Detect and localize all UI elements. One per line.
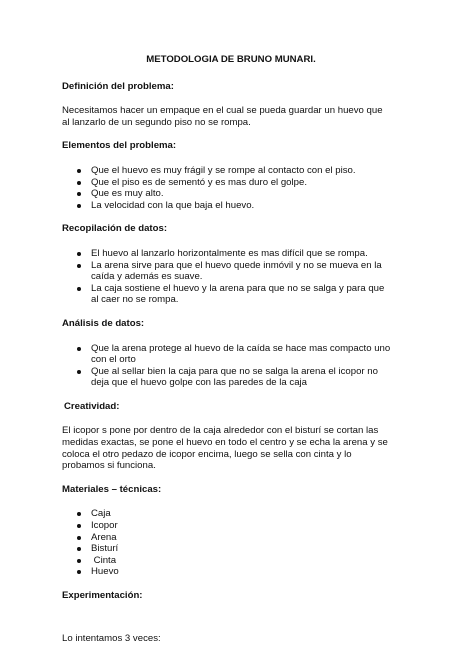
list-item-text: Que el piso es de sementó y es mas duro el golpe. (91, 176, 307, 188)
list-item-text: La caja sostiene el huevo y la arena para que no se salga y para que al caer no se rompa. (91, 282, 385, 306)
bullet-icon (77, 536, 81, 540)
list-item-text: Arena (91, 531, 117, 543)
bullet-icon (77, 169, 81, 173)
list-item-text: Cinta (91, 554, 117, 566)
list-item (62, 366, 392, 389)
list-item (62, 508, 392, 520)
paragraph-creatividad: El icopor s pone por dentro de la caja alrededor con el bisturí se cortan las medidas exactas, se pone el huevo en todo el centro y se echa la arena y se coloca el otro pedazo de icopor encima, luego se sella con cinta y lo probamos si funciona. (62, 425, 388, 472)
heading-definicion: Definición del problema: (62, 80, 174, 92)
bullet-icon (77, 370, 81, 374)
list-item-text: Bisturí (91, 543, 119, 555)
bullet-icon (77, 204, 81, 208)
list-item (62, 248, 392, 260)
bullet-icon (77, 559, 81, 563)
bullet-icon (77, 512, 81, 516)
bullet-icon (77, 524, 81, 528)
spacer (62, 615, 392, 633)
paragraph-definicion: Necesitamos hacer un empaque en el cual se pueda guardar un huevo que al lanzarlo de un segundo piso no se rompa. (62, 105, 383, 128)
list-item-text: La velocidad con la que baja el huevo. (91, 199, 255, 211)
heading-materiales: Materiales – técnicas: (62, 483, 162, 495)
list-item (62, 165, 392, 177)
list-item (62, 555, 392, 567)
heading-recopilacion: Recopilación de datos: (62, 223, 168, 235)
list-item-text: Que el huevo es muy frágil y se rompe al contacto con el piso. (91, 164, 356, 176)
list-item-text: Icopor (91, 520, 118, 532)
bullet-icon (77, 192, 81, 196)
heading-experimentacion: Experimentación: (62, 590, 143, 601)
list-materiales (62, 508, 392, 578)
bullet-icon (77, 181, 81, 185)
list-item (62, 566, 392, 578)
list-item-text: La arena sirve para que el huevo quede inmóvil y no se mueva en la caída y además es suave. (91, 259, 382, 283)
bullet-icon (77, 252, 81, 256)
heading-elementos: Elementos del problema: (62, 140, 177, 152)
list-item (62, 532, 392, 544)
list-item (62, 520, 392, 532)
list-item-text: Que es muy alto. (91, 188, 164, 200)
list-elementos (62, 165, 392, 211)
list-item-text: Que al sellar bien la caja para que no se salga la arena el icopor no deja que el huevo golpe con las paredes de la caja (91, 365, 378, 389)
bullet-icon (77, 547, 81, 551)
list-recopilacion (62, 248, 392, 306)
list-item-text: El huevo al lanzarlo horizontalmente es mas difícil que se rompa. (91, 247, 368, 259)
heading-creatividad: Creatividad: (64, 400, 120, 412)
list-item (62, 200, 392, 212)
document-content (62, 54, 392, 656)
list-item (62, 543, 392, 555)
bullet-icon (77, 264, 81, 268)
list-item-text: Que la arena protege al huevo de la caída se hace mas compacto uno con el orto (91, 342, 391, 366)
list-item (62, 283, 392, 306)
list-analisis (62, 343, 392, 389)
heading-analisis: Análisis de datos: (62, 317, 145, 329)
list-item (62, 260, 392, 283)
list-item (62, 177, 392, 189)
list-item-text: Huevo (91, 566, 119, 578)
bullet-icon (77, 287, 81, 291)
list-item (62, 343, 392, 366)
list-item-text: Caja (91, 508, 111, 520)
bullet-icon (77, 347, 81, 351)
list-item (62, 188, 392, 200)
paragraph-experimentacion: Lo intentamos 3 veces: (62, 632, 161, 644)
document-title: METODOLOGIA DE BRUNO MUNARI. (146, 54, 316, 65)
bullet-icon (77, 570, 81, 574)
